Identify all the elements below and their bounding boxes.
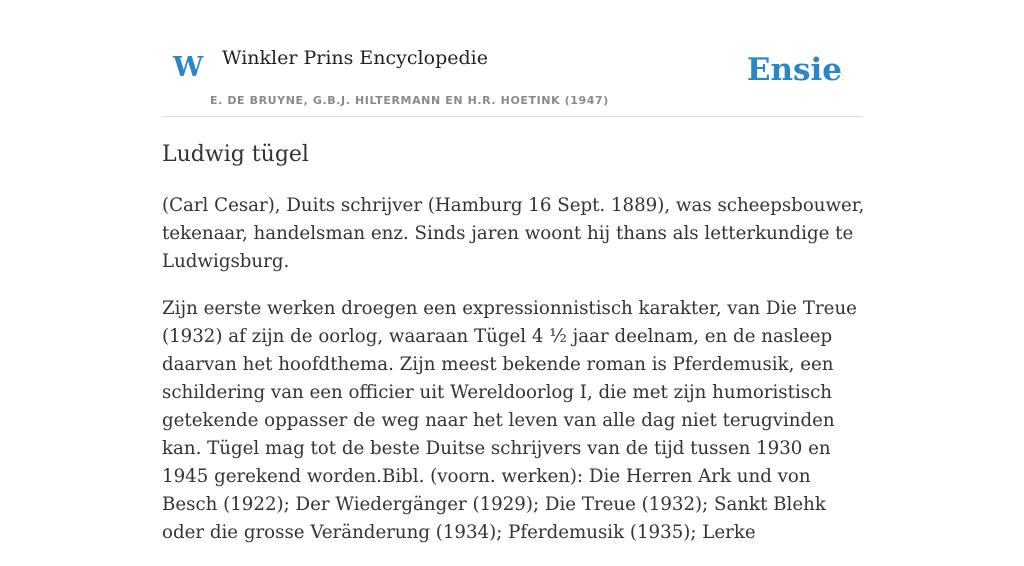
article-paragraph-1: (Carl Cesar), Duits schrijver (Hamburg 16 Sept. 1889), was scheepsbouwer, tekenaar, handelsman enz. Sinds jaren woont hij thans als letterkundige te Ludwigsburg. xyxy=(162,195,865,272)
article-paragraph-2: Zijn eerste werken droegen een expressionnistisch karakter, van Die Treue (1932) af zijn de oorlog, waaraan Tügel 4 ½ jaar deelnam, en de nasleep daarvan het hoofdthema. Zijn meest bekende roman is Pferdemusik, een schildering van een officier uit Wereldoorlog I, die met zijn humoristisch getekende oppasser de weg naar het leven van alle dag niet terugvinden kan. Tügel mag tot de beste Duitse schrijvers van de tijd tussen 1930 en 1945 gerekend worden.Bibl. (voorn. werken): Die Herren Ark und von Besch (1922); Der Wiedergänger (1929); Die Treue (1932); Sankt Blehk oder die grosse Veränderung (1934); Pferdemusik (1935); Lerke xyxy=(162,298,857,543)
winkler-prins-logo-icon[interactable]: W xyxy=(173,52,204,83)
encyclopedia-title-link[interactable]: Winkler Prins Encyclopedie xyxy=(222,47,488,69)
encyclopedia-authors: E. DE BRUYNE, G.B.J. HILTERMANN EN H.R. HOETINK (1947) xyxy=(210,94,609,107)
article-body xyxy=(162,192,867,566)
article-title: Ludwig tügel xyxy=(162,142,309,167)
site-header xyxy=(162,36,862,117)
ensie-brand-logo[interactable]: Ensie xyxy=(746,52,842,88)
